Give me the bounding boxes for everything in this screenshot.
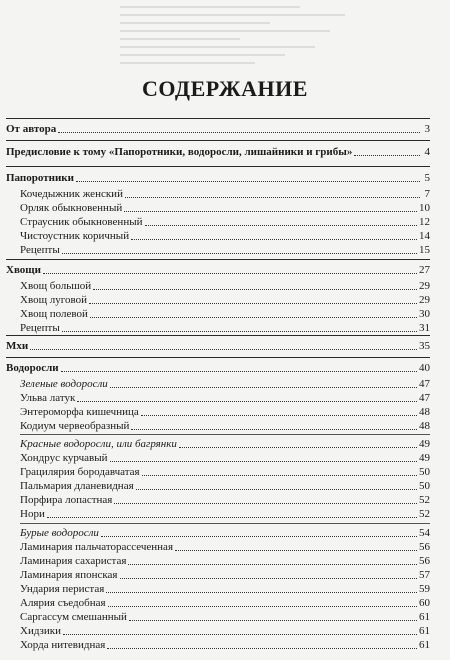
separator-line bbox=[6, 118, 430, 119]
toc-entry-from-author: От автора 3 bbox=[6, 123, 430, 135]
toc-subsection-brown-algae: Бурые водоросли 54 bbox=[20, 527, 430, 539]
toc-entry: Ульва латук 47 bbox=[20, 392, 430, 404]
toc-subsection-red-algae: Красные водоросли, или багрянки 49 bbox=[20, 438, 430, 450]
toc-entry: Ламинария сахаристая 56 bbox=[20, 555, 430, 567]
toc-entry: Ламинария японская 57 bbox=[20, 569, 430, 581]
toc-entry-horsetails: Хвощи 27 bbox=[6, 264, 430, 276]
toc-entry: Хидзики 61 bbox=[20, 625, 430, 637]
toc-entry: Рецепты 15 bbox=[20, 244, 430, 256]
toc-entry: Чистоустник коричный 14 bbox=[20, 230, 430, 242]
separator-line bbox=[20, 434, 430, 435]
separator-line bbox=[6, 335, 430, 336]
toc-entry: Пальмария дланевидная 50 bbox=[20, 480, 430, 492]
separator-line bbox=[6, 166, 430, 167]
toc-entry: Кочедыжник женский 7 bbox=[20, 188, 430, 200]
toc-entry: Порфира лопастная 52 bbox=[20, 494, 430, 506]
separator-line bbox=[6, 140, 430, 141]
toc-entry: Рецепты 31 bbox=[20, 322, 430, 334]
toc-entry: Кодиум червеобразный 48 bbox=[20, 420, 430, 432]
toc-entry: Саргассум смешанный 61 bbox=[20, 611, 430, 623]
toc-entry-ferns: Папоротники 5 bbox=[6, 172, 430, 184]
toc-entry: Нори 52 bbox=[20, 508, 430, 520]
toc-entry-preface: Предисловие к тому «Папоротники, водоросли, лишайники и грибы» 4 bbox=[6, 146, 430, 158]
toc-entry: Ламинария пальчаторассеченная 56 bbox=[20, 541, 430, 553]
toc-entry: Хвощ луговой 29 bbox=[20, 294, 430, 306]
separator-line bbox=[6, 357, 430, 358]
toc-subsection-green-algae: Зеленые водоросли 47 bbox=[20, 378, 430, 390]
toc-entry: Энтероморфа кишечница 48 bbox=[20, 406, 430, 418]
toc-entry: Грацилярия бородавчатая 50 bbox=[20, 466, 430, 478]
toc-entry: Страусник обыкновенный 12 bbox=[20, 216, 430, 228]
toc-entry: Хорда нитевидная 61 bbox=[20, 639, 430, 651]
toc-entry: Хондрус курчавый 49 bbox=[20, 452, 430, 464]
toc-entry: Алярия съедобная 60 bbox=[20, 597, 430, 609]
toc-entry: Ундария перистая 59 bbox=[20, 583, 430, 595]
separator-line bbox=[6, 259, 430, 260]
toc-entry: Орляк обыкновенный 10 bbox=[20, 202, 430, 214]
toc-entry: Хвощ большой 29 bbox=[20, 280, 430, 292]
separator-line bbox=[20, 523, 430, 524]
page-title: СОДЕРЖАНИЕ bbox=[142, 76, 308, 101]
toc-entry: Хвощ полевой 30 bbox=[20, 308, 430, 320]
toc-entry-algae: Водоросли 40 bbox=[6, 362, 430, 374]
toc-entry-mosses: Мхи 35 bbox=[6, 340, 430, 352]
